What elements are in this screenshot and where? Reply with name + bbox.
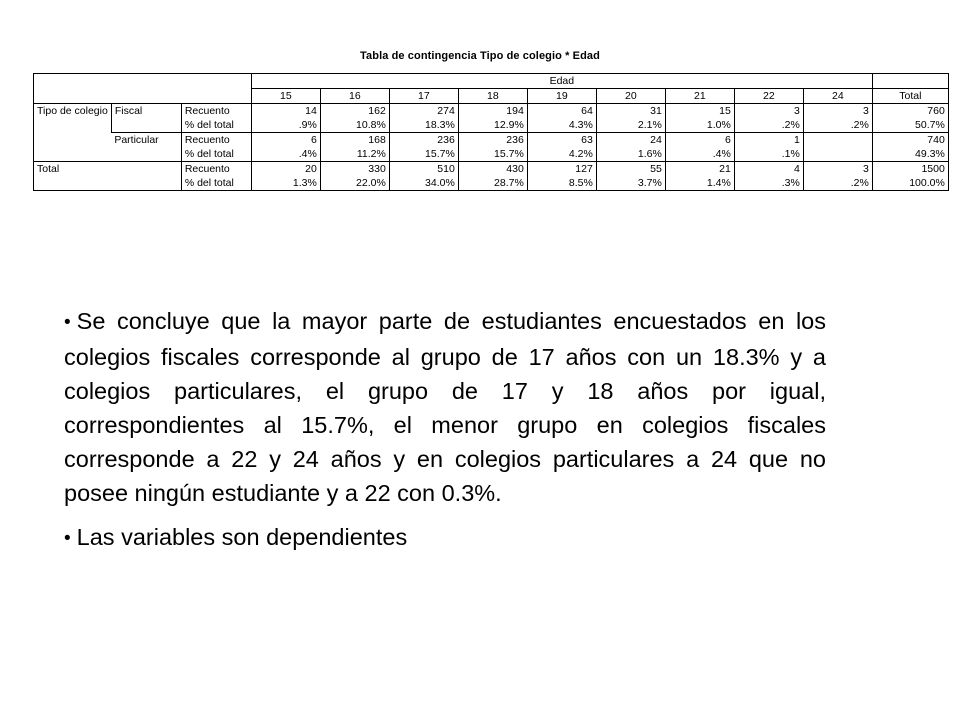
table-cell: 236 xyxy=(458,133,527,148)
age-header: 19 xyxy=(527,89,596,104)
row-total-cell: 100.0% xyxy=(872,176,948,191)
table-cell: 55 xyxy=(596,162,665,177)
stat-label: Recuento xyxy=(181,162,251,177)
table-cell: 15.7% xyxy=(389,147,458,162)
age-header: 18 xyxy=(458,89,527,104)
table-title: Tabla de contingencia Tipo de colegio * Edad xyxy=(360,50,600,62)
contingency-table xyxy=(33,73,949,191)
table-cell: 14 xyxy=(251,104,320,119)
grand-total-label: Total xyxy=(34,162,182,191)
table-cell: .1% xyxy=(734,147,803,162)
age-header: 20 xyxy=(596,89,665,104)
table-cell: 12.9% xyxy=(458,118,527,133)
row-total-cell: 50.7% xyxy=(872,118,948,133)
corner-cell xyxy=(34,74,252,104)
age-header: 15 xyxy=(251,89,320,104)
bullet-glyph: • xyxy=(64,528,71,549)
age-header: 21 xyxy=(665,89,734,104)
table-cell: 3 xyxy=(803,104,872,119)
age-header: 17 xyxy=(389,89,458,104)
stat-label: Recuento xyxy=(181,104,251,119)
category-label: Fiscal xyxy=(111,104,181,133)
table-cell: .2% xyxy=(734,118,803,133)
table-cell: 3 xyxy=(734,104,803,119)
table-cell: 4.2% xyxy=(527,147,596,162)
total-header: Total xyxy=(872,89,948,104)
table-cell: .4% xyxy=(251,147,320,162)
table-cell: 10.8% xyxy=(320,118,389,133)
total-header-spacer xyxy=(872,74,948,89)
age-header: 16 xyxy=(320,89,389,104)
conclusion-bullet xyxy=(64,520,826,556)
table-cell: .3% xyxy=(734,176,803,191)
table-cell: 1.6% xyxy=(596,147,665,162)
table-cell: 1.0% xyxy=(665,118,734,133)
table-cell: .2% xyxy=(803,118,872,133)
table-cell: 274 xyxy=(389,104,458,119)
table-cell xyxy=(803,147,872,162)
table-cell: 127 xyxy=(527,162,596,177)
stat-label: Recuento xyxy=(181,133,251,148)
table-cell: 4 xyxy=(734,162,803,177)
row-total-cell: 1500 xyxy=(872,162,948,177)
table-cell: 1.4% xyxy=(665,176,734,191)
table-cell: 510 xyxy=(389,162,458,177)
table-cell: 15 xyxy=(665,104,734,119)
table-cell: 63 xyxy=(527,133,596,148)
table-cell: .9% xyxy=(251,118,320,133)
category-label: Particular xyxy=(111,133,181,162)
row-total-cell: 49.3% xyxy=(872,147,948,162)
table-cell: 11.2% xyxy=(320,147,389,162)
conclusion-bullet xyxy=(64,304,826,510)
table-cell: 15.7% xyxy=(458,147,527,162)
table-cell: 20 xyxy=(251,162,320,177)
table-cell: 236 xyxy=(389,133,458,148)
table-cell: 1.3% xyxy=(251,176,320,191)
table-cell: .2% xyxy=(803,176,872,191)
stat-label: % del total xyxy=(181,147,251,162)
age-header: 22 xyxy=(734,89,803,104)
conclusions xyxy=(64,304,826,556)
table-cell: 18.3% xyxy=(389,118,458,133)
group-header: Edad xyxy=(251,74,872,89)
table-cell: 194 xyxy=(458,104,527,119)
table-cell: 34.0% xyxy=(389,176,458,191)
table-cell: 21 xyxy=(665,162,734,177)
stat-label: % del total xyxy=(181,176,251,191)
table-cell: 3 xyxy=(803,162,872,177)
row-variable-label: Tipo de colegio xyxy=(34,104,112,162)
table-cell: 64 xyxy=(527,104,596,119)
table-cell: 330 xyxy=(320,162,389,177)
table-cell: 168 xyxy=(320,133,389,148)
bullet-glyph: • xyxy=(64,312,71,333)
row-total-cell: 740 xyxy=(872,133,948,148)
table-cell xyxy=(803,133,872,148)
table-cell: 8.5% xyxy=(527,176,596,191)
table-cell: 6 xyxy=(665,133,734,148)
table-cell: 22.0% xyxy=(320,176,389,191)
table-cell: .4% xyxy=(665,147,734,162)
stat-label: % del total xyxy=(181,118,251,133)
table-cell: 24 xyxy=(596,133,665,148)
table-cell: 31 xyxy=(596,104,665,119)
table-cell: 430 xyxy=(458,162,527,177)
row-total-cell: 760 xyxy=(872,104,948,119)
table-cell: 6 xyxy=(251,133,320,148)
table-cell: 4.3% xyxy=(527,118,596,133)
table-cell: 1 xyxy=(734,133,803,148)
table-cell: 2.1% xyxy=(596,118,665,133)
dependency-text: Las variables son dependientes xyxy=(76,524,408,550)
table-cell: 3.7% xyxy=(596,176,665,191)
table-cell: 28.7% xyxy=(458,176,527,191)
age-header: 24 xyxy=(803,89,872,104)
conclusion-text: Se concluye que la mayor parte de estudiantes encuestados en los colegios fiscales corresponde al grupo de 17 años con un 18.3% y a colegios particulares, el grupo de 17 y 18 años por igual, correspondientes al 15.7%, el menor grupo en colegios fiscales corresponde a 22 y 24 años y en colegios particulares a 24 que no posee ningún estudiante y a 22 con 0.3%. xyxy=(64,308,826,506)
table-cell: 162 xyxy=(320,104,389,119)
